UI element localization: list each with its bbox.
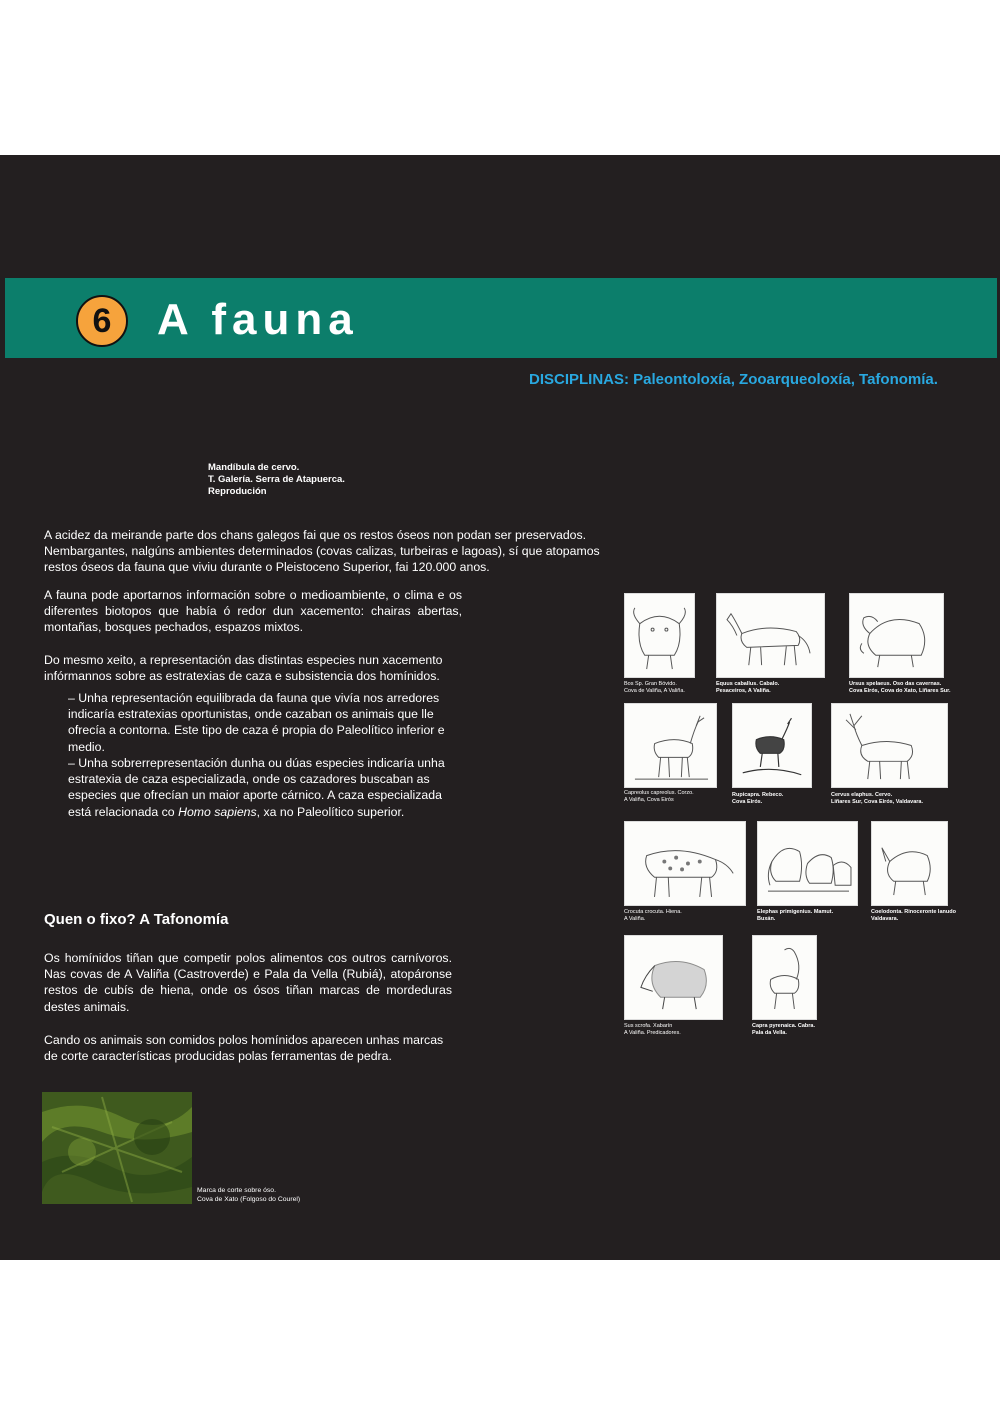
intro-paragraph-2: A fauna pode aportarnos información sobre o medioambiente, o clima e os diferentes biotopos que había ó redor dun xacemento: chairas abertas, montañas, bosques pechados, espazos mixtos. (44, 588, 462, 635)
title-banner (5, 278, 997, 358)
animal-caption (624, 790, 724, 803)
animal-caption-line: Cova Eirós. (732, 798, 763, 805)
animal-caption-line: Coelodonta. Rinoceronte lanudo (871, 909, 956, 915)
animal-caption-line: Cova de Valiña, A Valiña. (624, 687, 685, 694)
section-number-badge: 6 (76, 295, 128, 347)
cave-bear-sketch-icon (850, 594, 943, 677)
intro-paragraph-3: Do mesmo xeito, a representación das distintas especies nun xacemento infórmannos sobre as estratexias de caza e subsistencia dos homínidos. (44, 653, 443, 684)
mandible-caption-line: T. Galería. Serra de Atapuerca. (208, 474, 345, 485)
page-title: A fauna (157, 295, 359, 344)
animal-thumbnail (732, 703, 812, 788)
animal-caption (716, 681, 846, 694)
animal-caption-line: Pesaceiros, A Valiña. (716, 687, 771, 694)
animal-caption-line: Buxán. (757, 915, 776, 922)
intro-paragraph-1: A acidez da meirande parte dos chans galegos fai que os restos óseos non podan ser preservados. Nembargantes, nalgúns ambientes determinados (covas calizas, turbeiras e lagoas), sí que atopamos restos óseos da fauna que viviu durante o Pleistoceno Superior, fai 120.000 anos. (44, 528, 600, 575)
taphonomy-heading: Quen o fixo? A Tafonomía (44, 911, 229, 928)
ibex-sketch-icon (753, 936, 816, 1019)
taphonomy-paragraph-1: Os homínidos tiñan que competir polos alimentos cos outros carnívoros. Nas covas de A Valiña (Castroverde) e Pala da Vella (Rubiá), atopáronse restos de cubís de hiena, onde os ósos tiñan marcas de mordeduras destes animais. (44, 951, 452, 1014)
animal-caption (757, 909, 862, 922)
chamois-sketch-icon (733, 704, 811, 787)
boar-sketch-icon (625, 936, 722, 1019)
animal-thumbnail (752, 935, 817, 1020)
mandible-caption-line: Reprodución (208, 486, 267, 497)
bullet-opportunistic: – Unha representación equilibrada da fauna que vivía nos arredores indicaría estratexias oportunistas, onde cazaban os animais que lle ofrecía a contorna. Este tipo de caza é propia do Paleolítico inferior e medio. (68, 691, 445, 754)
rhino-sketch-icon (872, 822, 947, 905)
mandible-caption-line: Mandíbula de cervo. (208, 462, 300, 473)
animal-thumbnail (624, 935, 723, 1020)
species-name: Homo sapiens (178, 804, 257, 819)
animal-caption (849, 681, 994, 694)
bone-texture-icon (42, 1092, 192, 1204)
animal-caption-line: Elephas primigenius. Mamut. (757, 909, 834, 915)
bullet-specialized-end: , xa no Paleolítico superior. (256, 804, 405, 819)
animal-thumbnail (624, 703, 717, 788)
animal-caption-line: Crocuta crocuta. Hiena. (624, 909, 682, 915)
animal-caption (831, 792, 981, 805)
animal-caption-line: Cova Eirós, Cova do Xato, Liñares Sur. (849, 687, 951, 694)
animal-caption-line: A Valiña. Predicadores. (624, 1029, 681, 1036)
mammoth-sketch-icon (758, 822, 857, 905)
animal-caption-line: A Valiña, Cova Eirós (624, 796, 674, 803)
animal-thumbnail (716, 593, 825, 678)
roe-deer-sketch-icon (625, 704, 716, 787)
photo-caption-line: Marca de corte sobre óso. (197, 1187, 276, 1194)
animal-caption (752, 1023, 842, 1036)
animal-caption-line: Pala da Vella. (752, 1029, 787, 1036)
bullet-specialized-text: – Unha sobrerrepresentación dunha ou dúas especies indicaría unha estratexia de caza especializada, onde os cazadores buscaban as especies que ofrecían un maior aporte cárnico. A caza especializada está relacionada co (68, 756, 445, 819)
animal-caption (624, 1023, 734, 1036)
animal-caption-line: A Valiña. (624, 915, 646, 922)
cut-mark-bone-photo (42, 1092, 192, 1204)
disciplines-line: DISCIPLINAS: Paleontoloxía, Zooarqueoloxía, Tafonomía. (529, 371, 938, 388)
animal-caption-line: Capra pyrenaica. Cabra. (752, 1023, 815, 1029)
taphonomy-paragraph-2: Cando os animais son comidos polos homínidos aparecen unhas marcas de corte características producidas polas ferramentas de pedra. (44, 1033, 444, 1064)
horse-sketch-icon (717, 594, 824, 677)
animal-caption-line: Bos Sp. Gran Bóvido. (624, 681, 677, 687)
animal-thumbnail (831, 703, 948, 788)
hyena-sketch-icon (625, 822, 745, 905)
animal-caption-line: Sus scrofa. Xabarín (624, 1023, 673, 1029)
animal-thumbnail (624, 821, 746, 906)
animal-thumbnail (849, 593, 944, 678)
animal-thumbnail (624, 593, 695, 678)
animal-caption (732, 792, 822, 805)
animal-caption-line: Valdavara. (871, 915, 899, 922)
animal-caption-line: Cervus elaphus. Cervo. (831, 792, 893, 798)
animal-caption-line: Ursus spelaeus. Oso das cavernas. (849, 681, 942, 687)
animal-caption-line: Equus caballus. Cabalo. (716, 681, 780, 687)
red-deer-sketch-icon (832, 704, 947, 787)
bison-sketch-icon (625, 594, 694, 677)
animal-caption (624, 909, 744, 922)
photo-caption-line: Cova de Xato (Folgoso do Courel) (197, 1196, 301, 1203)
animal-caption-line: Capreolus capreolus. Corzo. (624, 790, 694, 796)
mandible-caption (208, 462, 345, 498)
animal-thumbnail (757, 821, 858, 906)
animal-caption (871, 909, 996, 922)
animal-caption-line: Rupicapra. Rebeco. (732, 792, 784, 798)
photo-caption (197, 1186, 300, 1204)
animal-caption-line: Liñares Sur, Cova Eirós, Valdavara. (831, 798, 924, 805)
animal-thumbnail (871, 821, 948, 906)
bullet-specialized (68, 755, 468, 820)
